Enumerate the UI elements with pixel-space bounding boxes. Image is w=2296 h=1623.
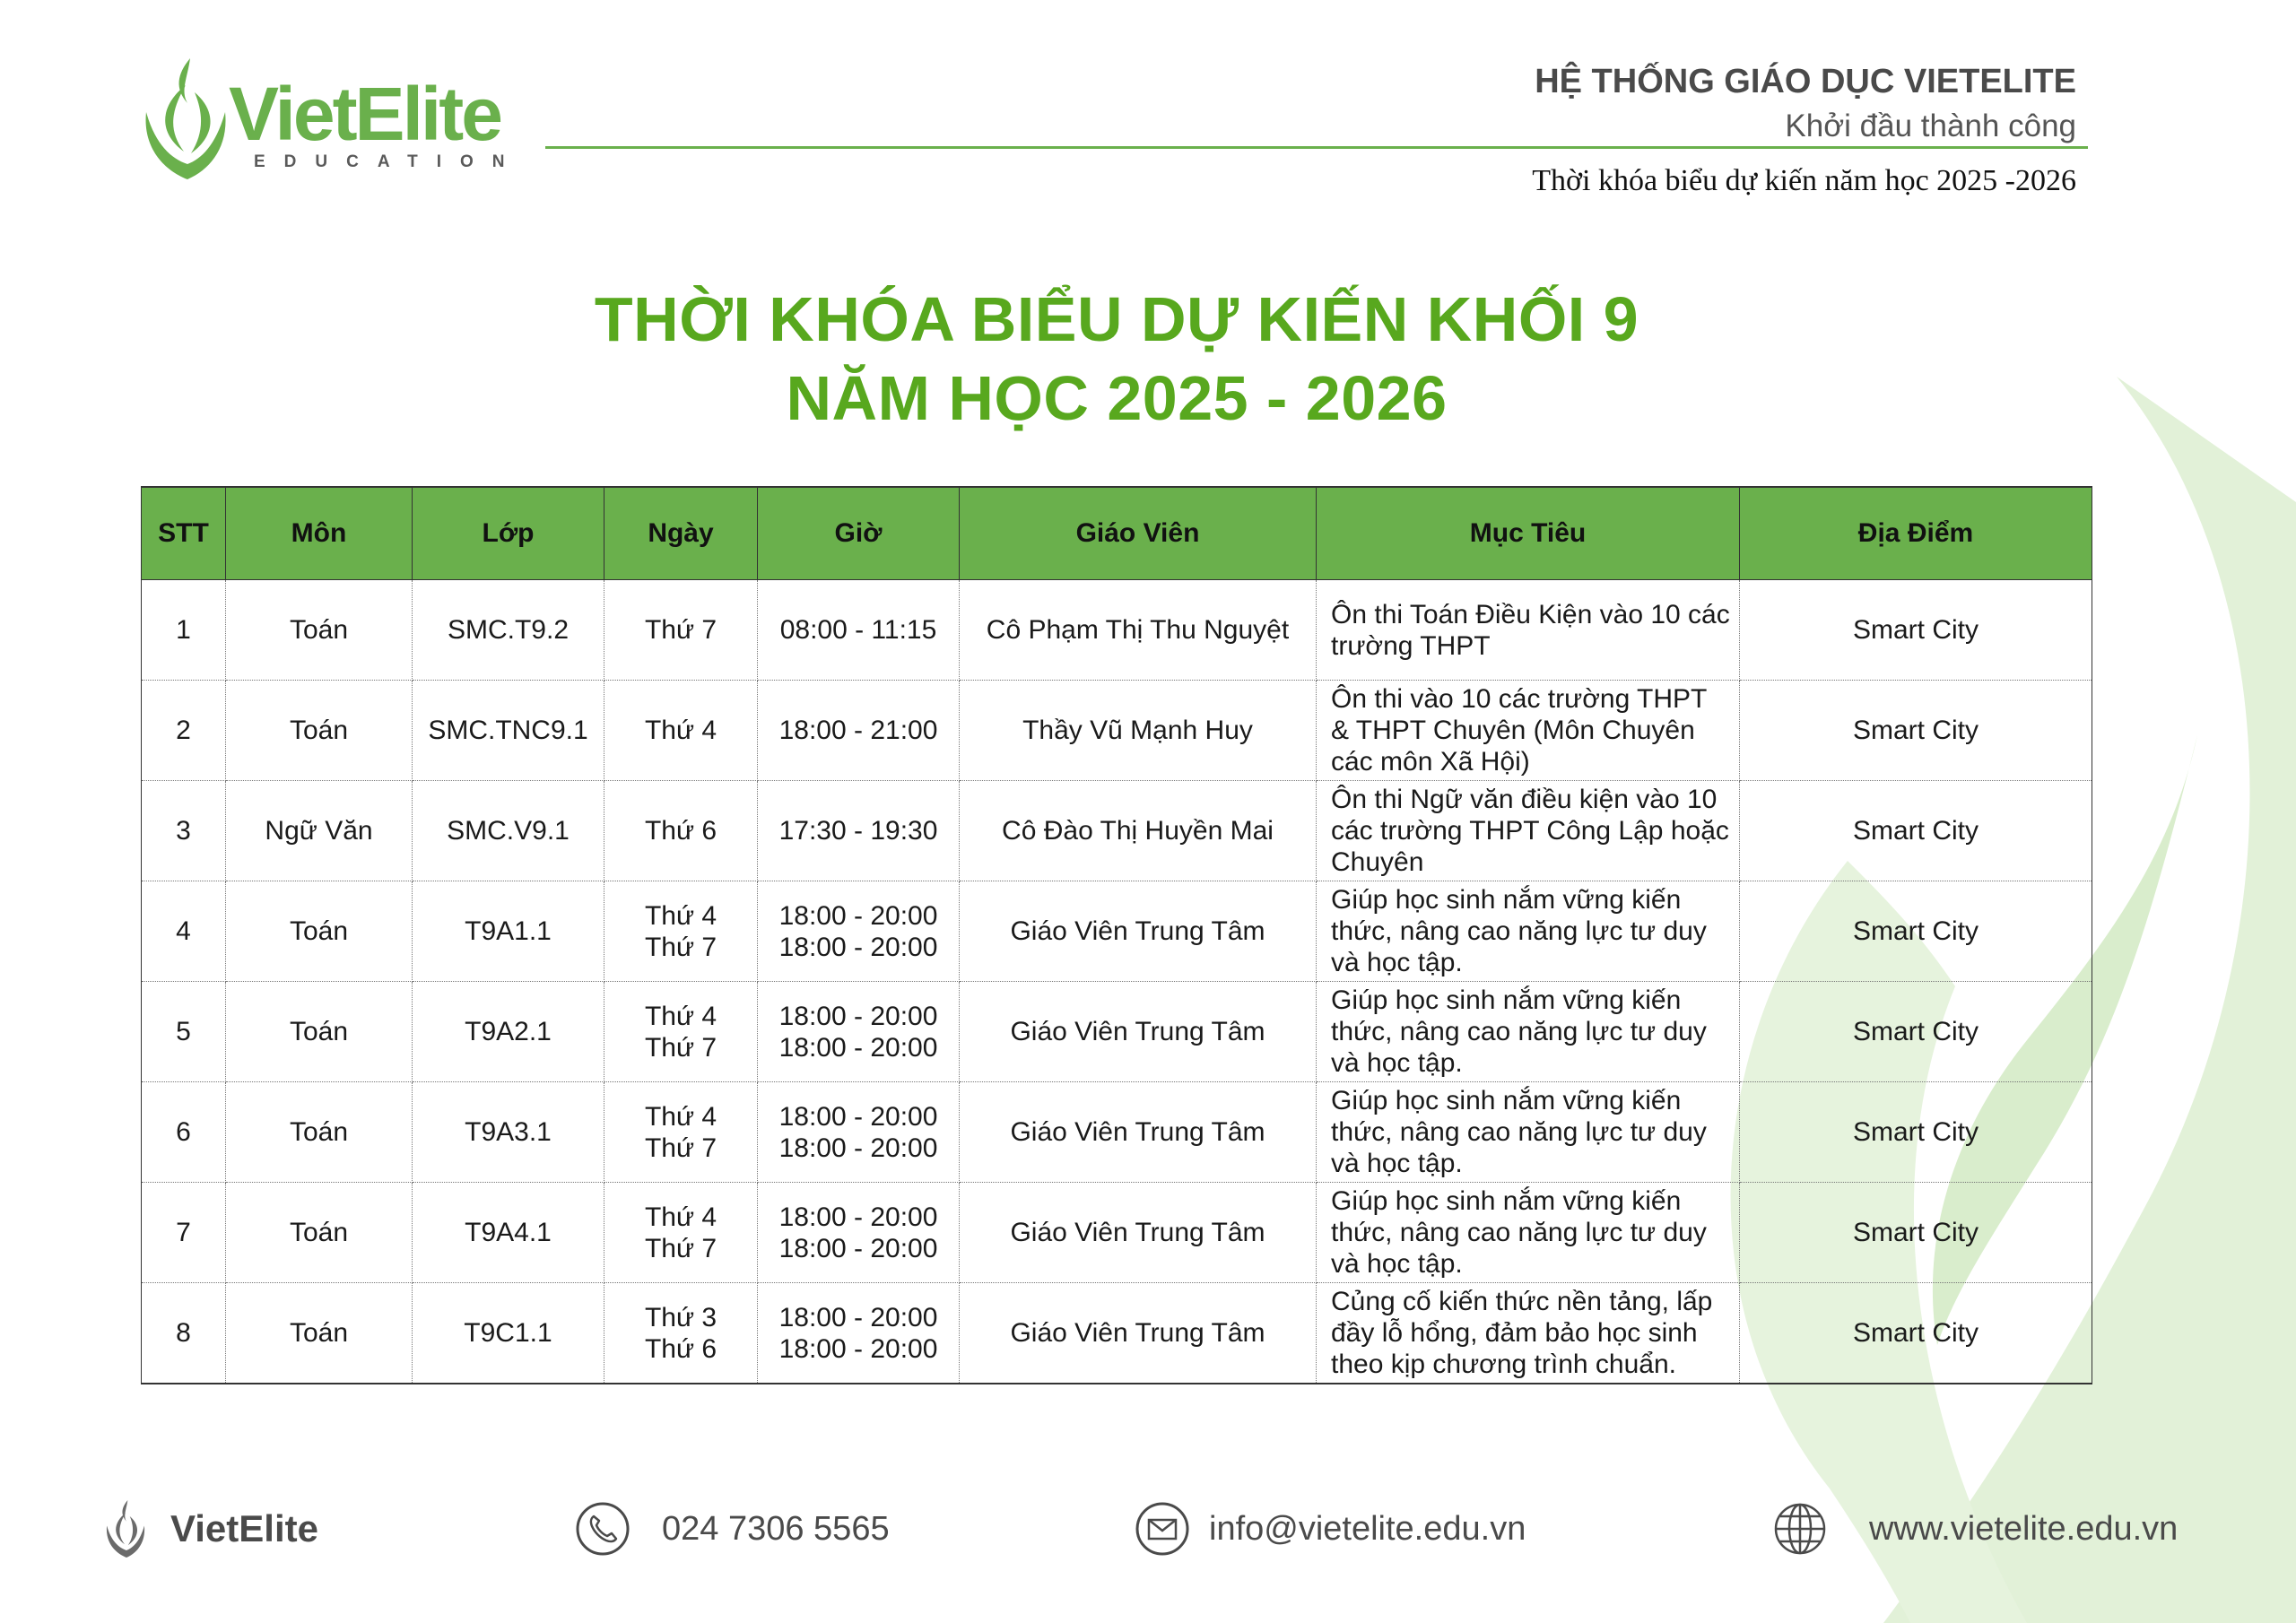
cell-day: [604, 1082, 758, 1183]
page-title: THỜI KHÓA BIỂU DỰ KIẾN KHỐI 9: [594, 284, 1639, 354]
leaf-logo-icon: [97, 1500, 154, 1558]
cell-time-line: 18:00 - 20:00: [778, 1001, 938, 1031]
cell-time: [758, 1082, 960, 1183]
table-row: [142, 1283, 2092, 1384]
cell-stt: 2: [142, 681, 226, 781]
cell-day: [604, 881, 758, 982]
cell-class: SMC.V9.1: [413, 781, 604, 881]
footer-phone-text: 024 7306 5565: [662, 1509, 890, 1548]
footer-website: [1771, 1480, 2178, 1578]
cell-teacher: Cô Phạm Thị Thu Nguyệt: [960, 580, 1317, 681]
cell-time: [758, 881, 960, 982]
table-row: [142, 781, 2092, 881]
cell-stt: 1: [142, 580, 226, 681]
cell-stt: 4: [142, 881, 226, 982]
cell-stt: 5: [142, 982, 226, 1082]
cell-day-line: Thứ 4: [644, 1001, 718, 1031]
cell-day: [604, 580, 758, 681]
table-row: [142, 1183, 2092, 1283]
cell-time: [758, 580, 960, 681]
cell-subject: Toán: [226, 1283, 413, 1384]
cell-day: [604, 781, 758, 881]
cell-goal: Củng cố kiến thức nền tảng, lấp đầy lỗ hổng, đảm bảo học sinh theo kịp chương trình chuẩn.: [1317, 1283, 1740, 1384]
cell-goal: Ôn thi Toán Điều Kiện vào 10 các trường THPT: [1317, 580, 1740, 681]
cell-goal: Giúp học sinh nắm vững kiến thức, nâng cao năng lực tư duy và học tập.: [1317, 1183, 1740, 1283]
column-header: Giờ: [758, 487, 960, 580]
logo-subtitle: EDUCATION: [254, 152, 524, 171]
cell-class: T9A2.1: [413, 982, 604, 1082]
cell-class: T9A3.1: [413, 1082, 604, 1183]
footer: [0, 1480, 2296, 1578]
cell-class: SMC.T9.2: [413, 580, 604, 681]
column-header: Ngày: [604, 487, 758, 580]
cell-time-line: 18:00 - 20:00: [778, 932, 938, 962]
cell-time-line: 18:00 - 21:00: [778, 716, 938, 745]
cell-goal: Giúp học sinh nắm vững kiến thức, nâng cao năng lực tư duy và học tập.: [1317, 881, 1740, 982]
cell-day-line: Thứ 3: [644, 1302, 718, 1332]
cell-time-line: 18:00 - 20:00: [778, 1233, 938, 1263]
footer-phone: [574, 1480, 890, 1578]
org-name: HỆ THỐNG GIÁO DỤC VIETELITE: [1535, 63, 2076, 100]
logo-wordmark: VietElite: [229, 72, 500, 156]
cell-day-line: Thứ 4: [644, 900, 718, 931]
cell-day: [604, 681, 758, 781]
cell-time-line: 18:00 - 20:00: [778, 1302, 938, 1332]
cell-teacher: Giáo Viên Trung Tâm: [960, 1283, 1317, 1384]
cell-time-line: 18:00 - 20:00: [778, 1101, 938, 1132]
cell-time-line: 18:00 - 20:00: [778, 1333, 938, 1364]
cell-subject: Toán: [226, 681, 413, 781]
cell-teacher: Giáo Viên Trung Tâm: [960, 982, 1317, 1082]
cell-day-line: Thứ 7: [644, 1233, 718, 1263]
org-slogan: Khởi đầu thành công: [1785, 108, 2076, 143]
cell-location: Smart City: [1740, 580, 2092, 681]
table-row: [142, 881, 2092, 982]
cell-location: Smart City: [1740, 982, 2092, 1082]
cell-day-line: Thứ 4: [644, 1101, 718, 1132]
cell-subject: Toán: [226, 1183, 413, 1283]
leaf-logo-icon: [141, 58, 230, 179]
table-header-row: [142, 487, 2092, 580]
cell-goal: Giúp học sinh nắm vững kiến thức, nâng cao năng lực tư duy và học tập.: [1317, 1082, 1740, 1183]
header-divider: [545, 146, 2088, 149]
column-header: Môn: [226, 487, 413, 580]
cell-time-line: 08:00 - 11:15: [779, 615, 937, 645]
cell-location: Smart City: [1740, 1183, 2092, 1283]
table-row: [142, 1082, 2092, 1183]
cell-time: [758, 681, 960, 781]
cell-day: [604, 1183, 758, 1283]
cell-subject: Toán: [226, 982, 413, 1082]
cell-location: Smart City: [1740, 1283, 2092, 1384]
brand-logo: [121, 49, 543, 184]
cell-subject: Toán: [226, 580, 413, 681]
cell-goal: Giúp học sinh nắm vững kiến thức, nâng cao năng lực tư duy và học tập.: [1317, 982, 1740, 1082]
cell-stt: 7: [142, 1183, 226, 1283]
mail-icon: [1134, 1500, 1191, 1558]
cell-goal: Ôn thi vào 10 các trường THPT & THPT Chuyên (Môn Chuyên các môn Xã Hội): [1317, 681, 1740, 781]
column-header: Giáo Viên: [960, 487, 1317, 580]
column-header: Lớp: [413, 487, 604, 580]
cell-subject: Toán: [226, 1082, 413, 1183]
cell-day-line: Thứ 4: [644, 716, 718, 745]
cell-day-line: Thứ 7: [644, 1133, 718, 1163]
cell-time-line: 18:00 - 20:00: [778, 1202, 938, 1232]
cell-class: SMC.TNC9.1: [413, 681, 604, 781]
page-subtitle: NĂM HỌC 2025 - 2026: [786, 363, 1448, 433]
cell-location: Smart City: [1740, 881, 2092, 982]
phone-icon: [574, 1500, 631, 1558]
cell-time-line: 18:00 - 20:00: [778, 900, 938, 931]
cell-time-line: 18:00 - 20:00: [778, 1133, 938, 1163]
cell-subject: Ngữ Văn: [226, 781, 413, 881]
table-row: [142, 982, 2092, 1082]
cell-stt: 8: [142, 1283, 226, 1384]
cell-location: Smart City: [1740, 1082, 2092, 1183]
cell-day-line: Thứ 4: [644, 1202, 718, 1232]
cell-teacher: Giáo Viên Trung Tâm: [960, 1082, 1317, 1183]
footer-email-text: info@vietelite.edu.vn: [1209, 1509, 1526, 1548]
cell-teacher: Giáo Viên Trung Tâm: [960, 881, 1317, 982]
schedule-table: [141, 486, 2092, 1384]
column-header: STT: [142, 487, 226, 580]
cell-time-line: 18:00 - 20:00: [778, 1032, 938, 1063]
cell-time: [758, 1283, 960, 1384]
footer-website-text: www.vietelite.edu.vn: [1869, 1509, 2179, 1548]
footer-brand: [97, 1480, 318, 1578]
cell-teacher: Thầy Vũ Mạnh Huy: [960, 681, 1317, 781]
cell-day-line: Thứ 7: [644, 1032, 718, 1063]
cell-class: T9C1.1: [413, 1283, 604, 1384]
cell-subject: Toán: [226, 881, 413, 982]
cell-day-line: Thứ 7: [644, 615, 718, 645]
cell-class: T9A1.1: [413, 881, 604, 982]
cell-teacher: Giáo Viên Trung Tâm: [960, 1183, 1317, 1283]
column-header: Địa Điểm: [1740, 487, 2092, 580]
cell-day: [604, 982, 758, 1082]
cell-day-line: Thứ 7: [644, 932, 718, 962]
cell-class: T9A4.1: [413, 1183, 604, 1283]
cell-time-line: 17:30 - 19:30: [778, 816, 938, 846]
cell-stt: 6: [142, 1082, 226, 1183]
table-row: [142, 580, 2092, 681]
cell-day-line: Thứ 6: [644, 816, 718, 846]
table-row: [142, 681, 2092, 781]
globe-icon: [1771, 1500, 1829, 1558]
cell-location: Smart City: [1740, 681, 2092, 781]
cell-day-line: Thứ 6: [644, 1333, 718, 1364]
cell-day: [604, 1283, 758, 1384]
cell-location: Smart City: [1740, 781, 2092, 881]
cell-goal: Ôn thi Ngữ văn điều kiện vào 10 các trường THPT Công Lập hoặc Chuyên: [1317, 781, 1740, 881]
column-header: Mục Tiêu: [1317, 487, 1740, 580]
cell-time: [758, 781, 960, 881]
cell-teacher: Cô Đào Thị Huyền Mai: [960, 781, 1317, 881]
cell-time: [758, 1183, 960, 1283]
cell-stt: 3: [142, 781, 226, 881]
footer-email: [1134, 1480, 1526, 1578]
cell-time: [758, 982, 960, 1082]
footer-brand-name: VietElite: [170, 1507, 318, 1549]
document-caption: Thời khóa biểu dự kiến năm học 2025 -2026: [1532, 164, 2076, 197]
